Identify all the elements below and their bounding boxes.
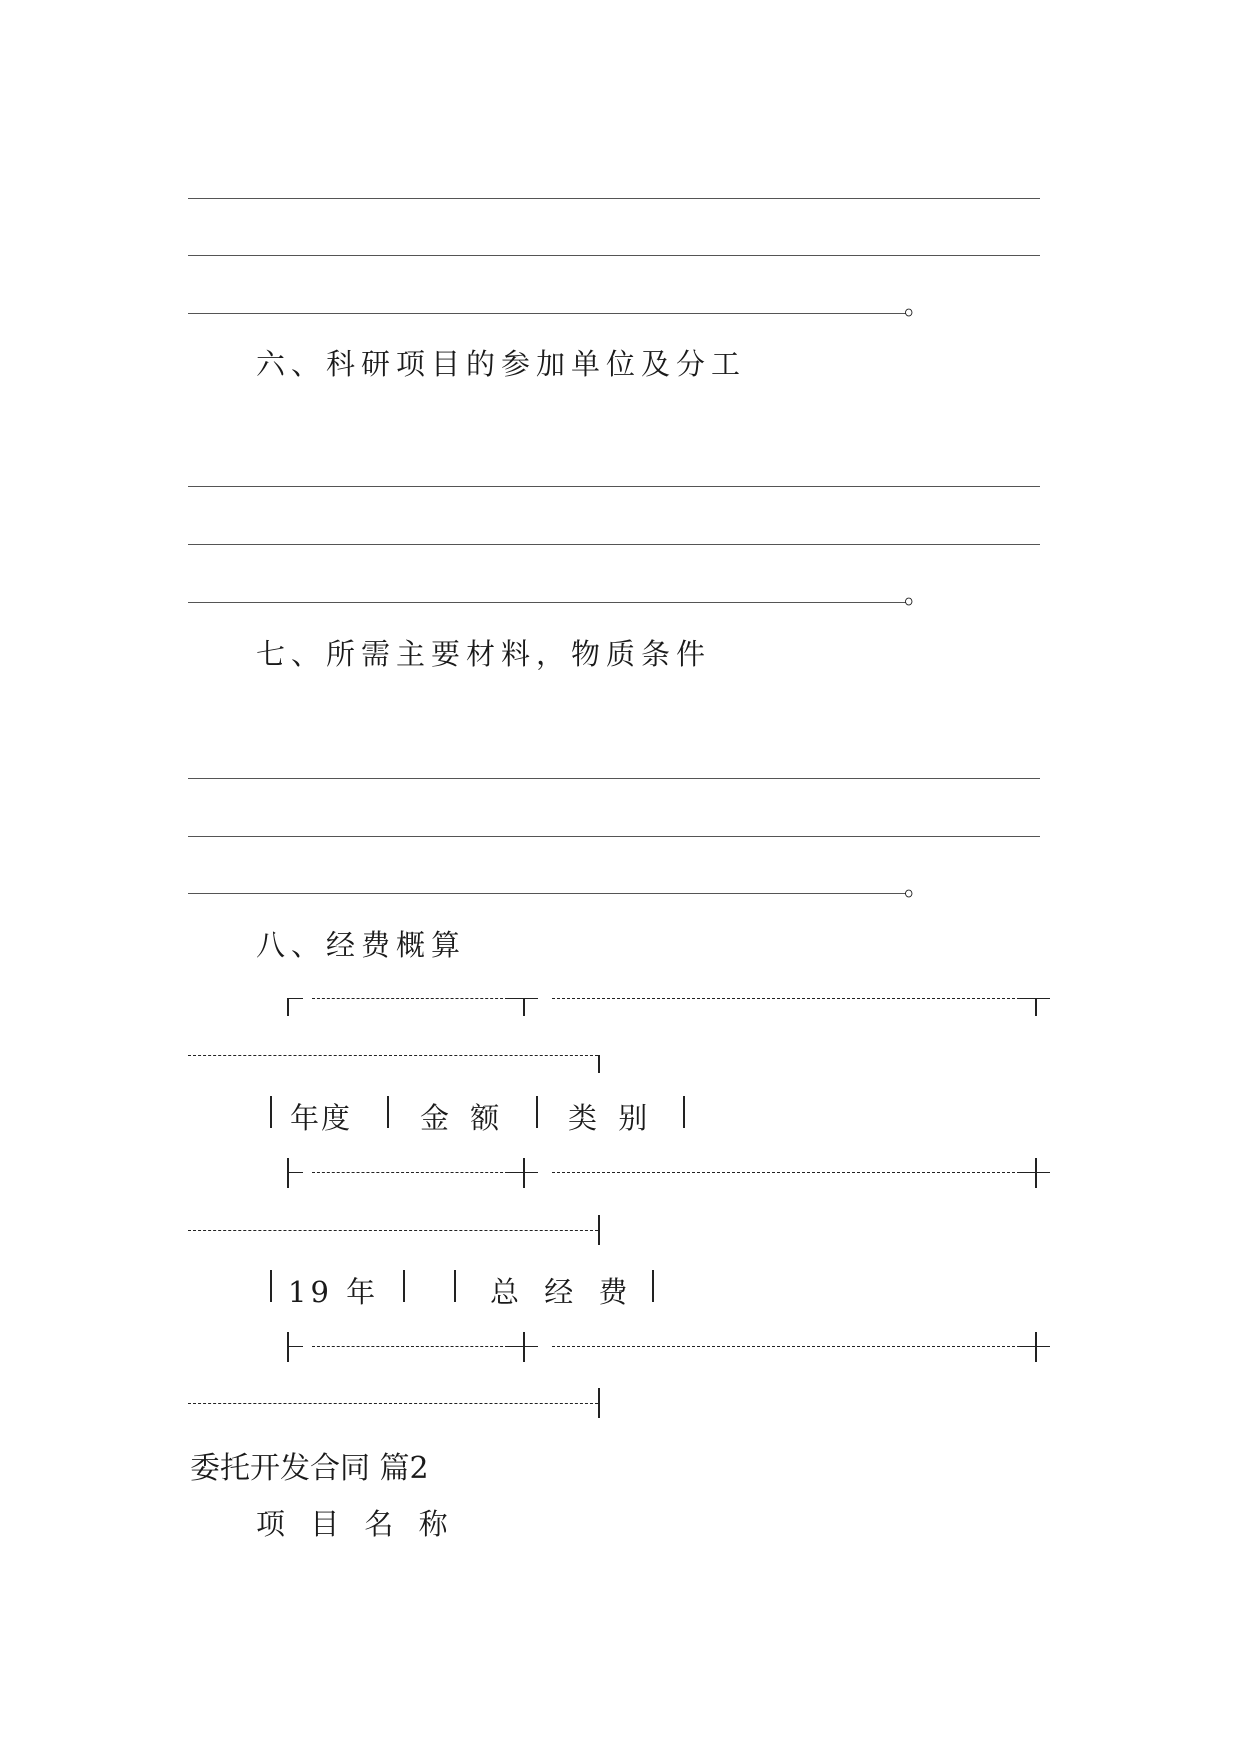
table-tee bbox=[1035, 998, 1037, 1016]
table-corner bbox=[598, 1055, 600, 1073]
header-category: 类 别 bbox=[568, 1101, 654, 1135]
table-tee bbox=[523, 998, 525, 1016]
table-cross bbox=[1035, 1158, 1037, 1188]
table-vbar bbox=[536, 1096, 538, 1128]
table-rule bbox=[312, 1346, 508, 1347]
blank-line bbox=[188, 602, 906, 603]
blank-line bbox=[188, 255, 1040, 256]
table-rule bbox=[188, 1230, 598, 1231]
blank-line bbox=[188, 893, 906, 894]
table-tee bbox=[287, 1332, 289, 1362]
table-vbar bbox=[403, 1270, 405, 1302]
table-cross bbox=[523, 1158, 525, 1188]
section-eight-heading: 八、经费概算 bbox=[256, 928, 467, 962]
project-name-label: 项 目 名 称 bbox=[256, 1507, 456, 1541]
table-tee bbox=[287, 1158, 289, 1188]
table-rule bbox=[188, 1403, 598, 1404]
table-cross bbox=[1035, 1332, 1037, 1362]
table-rule bbox=[552, 1172, 1020, 1173]
table-corner bbox=[287, 998, 289, 1016]
table-rule bbox=[552, 1346, 1020, 1347]
table-rule bbox=[312, 1172, 508, 1173]
table-rule bbox=[287, 998, 303, 999]
table-vbar bbox=[652, 1270, 654, 1302]
table-vbar bbox=[270, 1096, 272, 1128]
table-vbar bbox=[454, 1270, 456, 1302]
blank-line bbox=[188, 778, 1040, 779]
end-mark: 。 bbox=[904, 291, 931, 321]
row-year: 19 年 bbox=[288, 1275, 380, 1309]
article-2-title: 委托开发合同 篇2 bbox=[190, 1451, 429, 1486]
table-tee bbox=[598, 1388, 600, 1418]
section-seven-heading: 七、所需主要材料，物质条件 bbox=[256, 637, 712, 671]
table-rule bbox=[287, 1172, 303, 1173]
blank-line bbox=[188, 198, 1040, 199]
header-year: 年度 bbox=[290, 1101, 353, 1135]
row-category: 总 经 费 bbox=[490, 1275, 636, 1309]
table-rule bbox=[287, 1346, 303, 1347]
end-mark: 。 bbox=[904, 580, 931, 610]
header-amount: 金 额 bbox=[420, 1101, 506, 1135]
blank-line bbox=[188, 486, 1040, 487]
blank-line bbox=[188, 313, 906, 314]
section-six-heading: 六、科研项目的参加单位及分工 bbox=[256, 347, 747, 381]
table-rule bbox=[188, 1055, 598, 1056]
table-vbar bbox=[270, 1270, 272, 1302]
table-vbar bbox=[387, 1096, 389, 1128]
blank-line bbox=[188, 544, 1040, 545]
end-mark: 。 bbox=[904, 872, 931, 902]
table-rule bbox=[312, 998, 508, 999]
table-vbar bbox=[683, 1096, 685, 1128]
table-rule bbox=[552, 998, 1020, 999]
table-cross bbox=[523, 1332, 525, 1362]
table-tee bbox=[598, 1215, 600, 1245]
blank-line bbox=[188, 836, 1040, 837]
